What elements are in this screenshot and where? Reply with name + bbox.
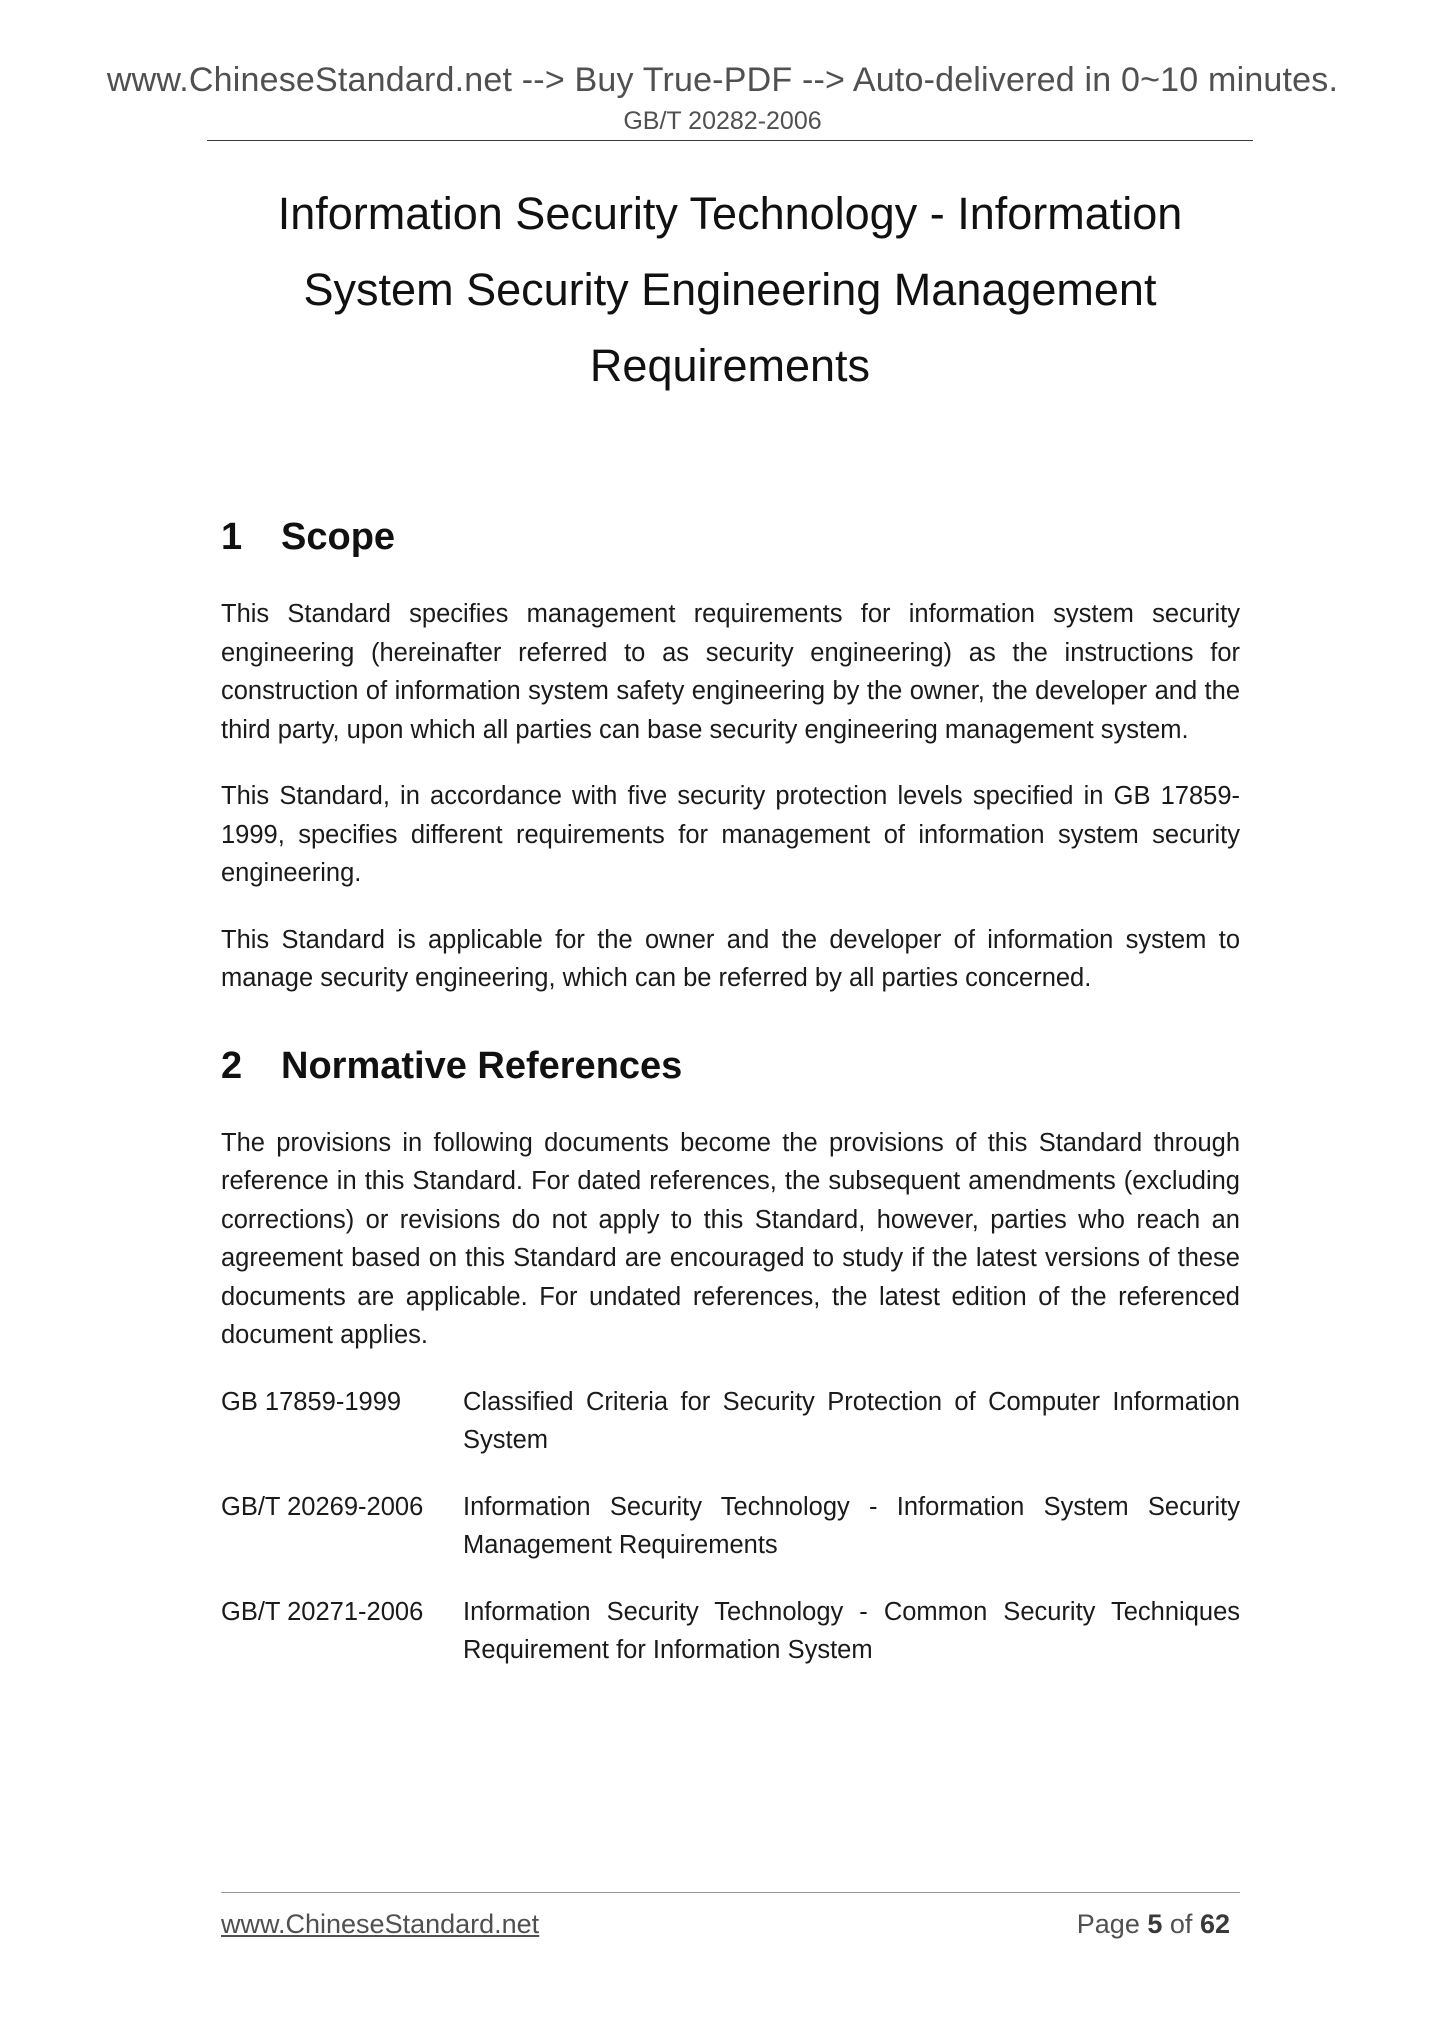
reference-item [221,1488,1240,1565]
paragraph: The provisions in following documents become the provisions of this Standard through reference in this Standard. For dated references, the subsequent amendments (excluding corrections) or revisions do not apply to this Standard, however, parties who reach an agreement based on this Standard are encouraged to study if the latest versions of these documents are applicable. For undated references, the latest edition of the referenced document applies. [221,1128,1240,1349]
page-current: 5 [1147,1909,1163,1939]
title-line-3: Requirements [589,340,871,391]
document-title [220,176,1240,404]
section-number: 2 [221,1044,243,1087]
title-line-2: System Security Engineering Management [303,264,1157,315]
header-banner: www.ChineseStandard.net --> Buy True-PDF --> Auto-delivered in 0~10 minutes. [106,61,1339,99]
section-number: 1 [221,516,243,558]
reference-code: GB/T 20271-2006 [221,1597,424,1626]
header-divider [207,140,1253,141]
paragraph: This Standard specifies management requirements for information system security engineering (hereinafter referred to as security engineering) as the instructions for construction of information system safety engineering by the owner, the developer and the third party, upon which all parties can base security engineering management system. [221,600,1240,744]
standard-code: GB/T 20282-2006 [623,107,822,135]
page-header [0,0,1445,138]
section-heading-normative-references [221,1041,1240,1091]
page-number [1077,1906,1230,1942]
reference-item [221,1593,1240,1670]
page-total: 62 [1199,1909,1230,1939]
document-body [221,512,1240,1670]
paragraph: This Standard, in accordance with five security protection levels specified in GB 17859-1999, specifies different requirements for management of information system security engineering. [221,782,1240,887]
footer-website-link[interactable]: www.ChineseStandard.net [221,1909,540,1939]
section-title: Normative References [281,1044,683,1087]
section-heading-scope [221,512,1240,562]
page-prefix: Page [1076,1909,1140,1939]
reference-title: Classified Criteria for Security Protection of Computer Information System [463,1387,1240,1454]
reference-title: Information Security Technology - Common Security Techniques Requirement for Information System [463,1597,1240,1664]
page-of: of [1169,1909,1193,1939]
paragraph: This Standard is applicable for the owner and the developer of information system to manage security engineering, which can be referred by all parties concerned. [221,925,1240,992]
reference-item [221,1383,1240,1460]
footer-divider [221,1892,1240,1893]
reference-title: Information Security Technology - Information System Security Management Requirements [463,1492,1240,1559]
section-title: Scope [281,516,396,558]
page-footer [221,1906,1230,1942]
title-line-1: Information Security Technology - Information [277,188,1183,239]
reference-code: GB 17859-1999 [221,1387,402,1416]
reference-code: GB/T 20269-2006 [221,1492,424,1521]
